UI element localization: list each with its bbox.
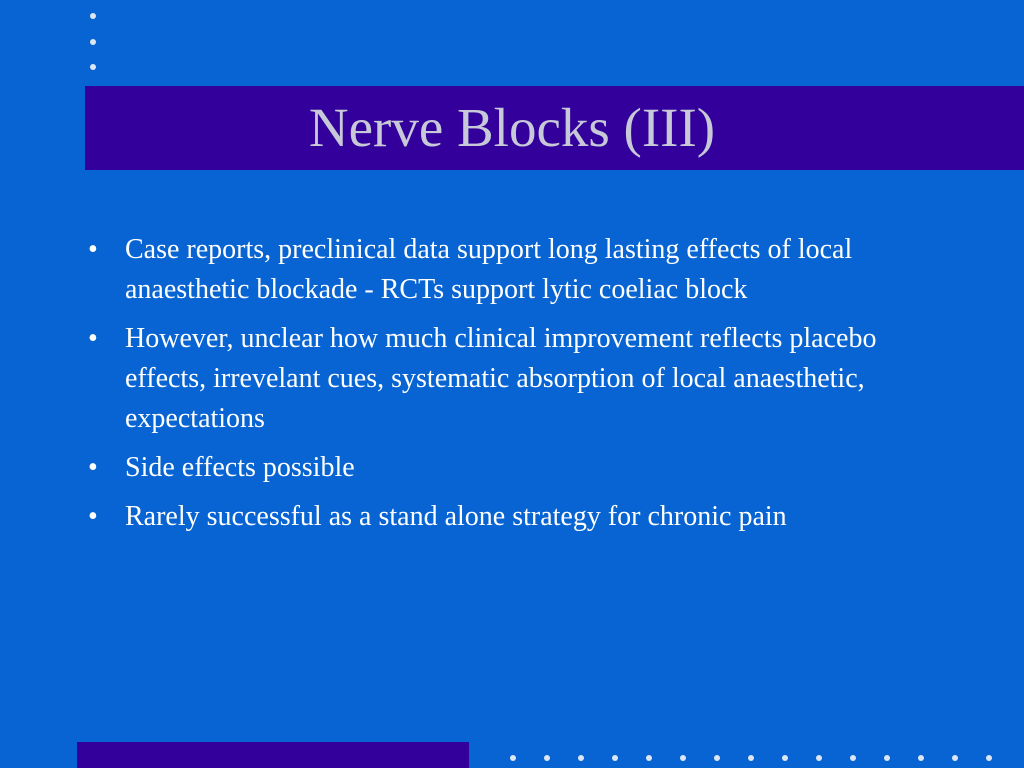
decorative-dot (850, 755, 856, 761)
bullet-text: However, unclear how much clinical improvement reflects placebo effects, irrevelant cues, systematic absorption of local anaesthetic, expectations (125, 323, 877, 434)
decorative-dot (544, 755, 550, 761)
bullet-text: Rarely successful as a stand alone strategy for chronic pain (125, 501, 787, 532)
slide-title: Nerve Blocks (III) (308, 97, 716, 158)
bullet-marker: • (88, 234, 98, 265)
decorative-dot (986, 755, 992, 761)
bullet-marker: • (88, 323, 98, 354)
decorative-dot (680, 755, 686, 761)
bullet-marker: • (88, 452, 98, 483)
decorative-dot (918, 755, 924, 761)
bullet-list (88, 230, 958, 546)
decorative-dot (90, 13, 96, 19)
bullet-text: Side effects possible (125, 452, 355, 483)
decorative-dot (816, 755, 822, 761)
bullet-item (88, 448, 958, 488)
decorative-dot (646, 755, 652, 761)
decorative-dot (748, 755, 754, 761)
decorative-dot (578, 755, 584, 761)
bullet-item (88, 319, 958, 439)
decorative-dot (782, 755, 788, 761)
bullet-item (88, 230, 958, 310)
bullet-item (88, 497, 958, 537)
decorative-dot (510, 755, 516, 761)
bottom-accent-bar (77, 742, 469, 768)
decorative-dot (884, 755, 890, 761)
decorative-dot (612, 755, 618, 761)
decorative-dot (90, 39, 96, 45)
decorative-dot (714, 755, 720, 761)
bullet-text: Case reports, preclinical data support long lasting effects of local anaesthetic blockade - RCTs support lytic coeliac block (125, 234, 853, 305)
decorative-dot (952, 755, 958, 761)
decorative-dot (90, 64, 96, 70)
bullet-marker: • (88, 501, 98, 532)
